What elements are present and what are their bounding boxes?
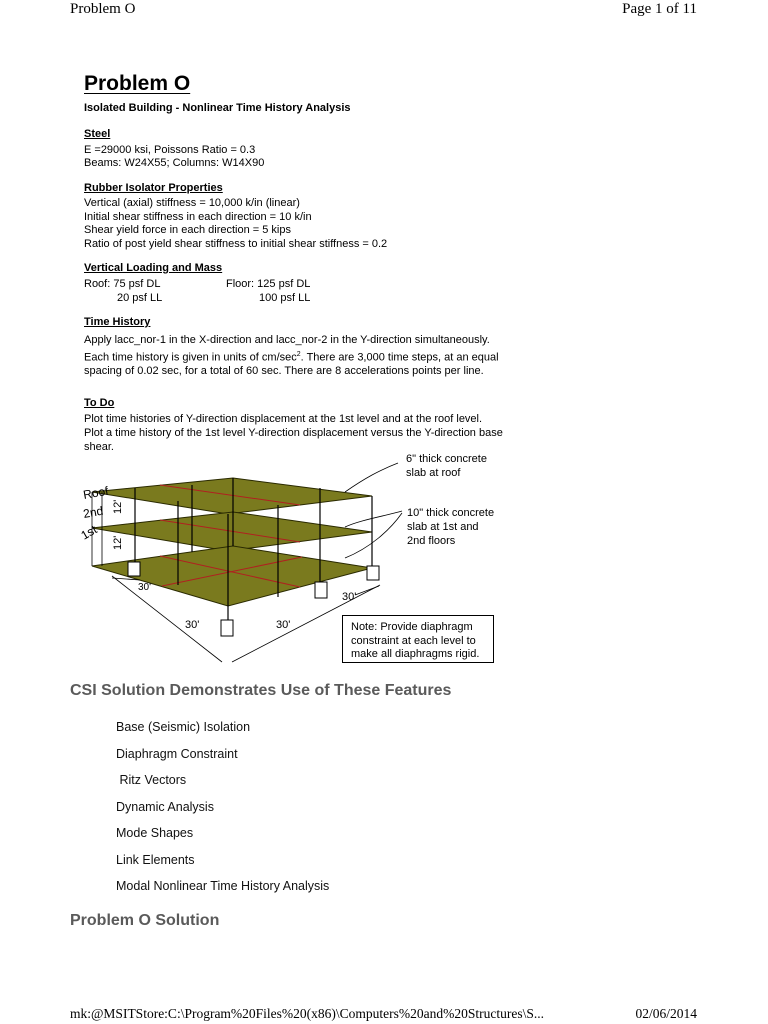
dimension-label: 12'	[112, 499, 124, 514]
isolator-heading: Rubber Isolator Properties	[84, 182, 223, 194]
print-footer-path: mk:@MSITStore:C:\Program%20Files%20(x86)\Computers%20and%20Structures\S...	[70, 1006, 545, 1021]
loading-heading: Vertical Loading and Mass	[84, 262, 223, 274]
isolator-line: Ratio of post yield shear stiffness to initial shear stiffness = 0.2	[84, 238, 388, 250]
dimension-label: 30'	[276, 619, 291, 631]
feature-item: Diaphragm Constraint	[116, 747, 238, 761]
print-header-page: Page 1 of 11	[622, 1, 697, 17]
roof-dead-load: Roof: 75 psf DL	[84, 278, 161, 290]
steel-heading: Steel	[84, 128, 111, 140]
level-label-1st: 1st	[78, 522, 100, 543]
time-history-text: Apply lacc_nor-1 in the X-direction and lacc_nor-2 in the Y-direction simultaneously. Each time history is given in units of $cm/\sec^2$. There are 3,000 time steps, at an equal spacing of 0.02 sec, for a total of 60 sec. There are 8 accelerations points per line.	[84, 334, 499, 378]
problem-subtitle: Isolated Building - Nonlinear Time History Analysis	[84, 102, 351, 114]
feature-item: Mode Shapes	[116, 826, 194, 840]
level-label-2nd: 2nd	[82, 503, 105, 521]
time-history-heading: Time History	[84, 316, 151, 328]
print-header-title: Problem O	[70, 1, 136, 17]
dimension-label: 12'	[112, 535, 124, 550]
callout-roof-slab: 6" thick concrete slab at roof	[406, 453, 487, 479]
dimension-label: 30'	[185, 619, 200, 631]
feature-item: Ritz Vectors	[116, 773, 187, 787]
level-label-roof: Roof	[82, 483, 110, 502]
callout-floor-slab: 10" thick concrete slab at 1st and 2nd floors	[407, 507, 495, 547]
feature-item: Link Elements	[116, 853, 195, 867]
dimension-label: 30'	[138, 582, 152, 593]
diaphragm-note: Note: Provide diaphragm constraint at each level to make all diaphragms rigid.	[342, 615, 494, 663]
problem-title: Problem O	[84, 72, 191, 95]
feature-item: Base (Seismic) Isolation	[116, 720, 251, 734]
isolator-line: Initial shear stiffness in each direction = 10 k/in	[84, 211, 312, 223]
slab-roof	[92, 478, 372, 514]
csi-features-title: CSI Solution Demonstrates Use of These Features	[70, 682, 452, 699]
feature-item: Modal Nonlinear Time History Analysis	[116, 879, 330, 893]
floor-live-load: 100 psf LL	[259, 292, 311, 304]
dimension-label: 30'	[342, 591, 357, 603]
print-footer-date: 02/06/2014	[635, 1006, 697, 1021]
solution-title: Problem O Solution	[70, 912, 220, 929]
feature-item: Dynamic Analysis	[116, 800, 214, 814]
isolator-line: Vertical (axial) stiffness = 10,000 k/in (linear)	[84, 197, 300, 209]
todo-text: Plot time histories of Y-direction displacement at the 1st level and at the roof level. Plot a time history of the 1st level Y-direction displacement versus the Y-direction base shear.	[84, 413, 503, 453]
floor-dead-load: Floor: 125 psf DL	[226, 278, 311, 290]
steel-line: Beams: W24X55; Columns: W14X90	[84, 157, 265, 169]
todo-heading: To Do	[84, 397, 115, 409]
steel-line: E =29000 ksi, Poissons Ratio = 0.3	[84, 144, 256, 156]
isolator-line: Shear yield force in each direction = 5 kips	[84, 224, 291, 236]
roof-live-load: 20 psf LL	[117, 292, 163, 304]
